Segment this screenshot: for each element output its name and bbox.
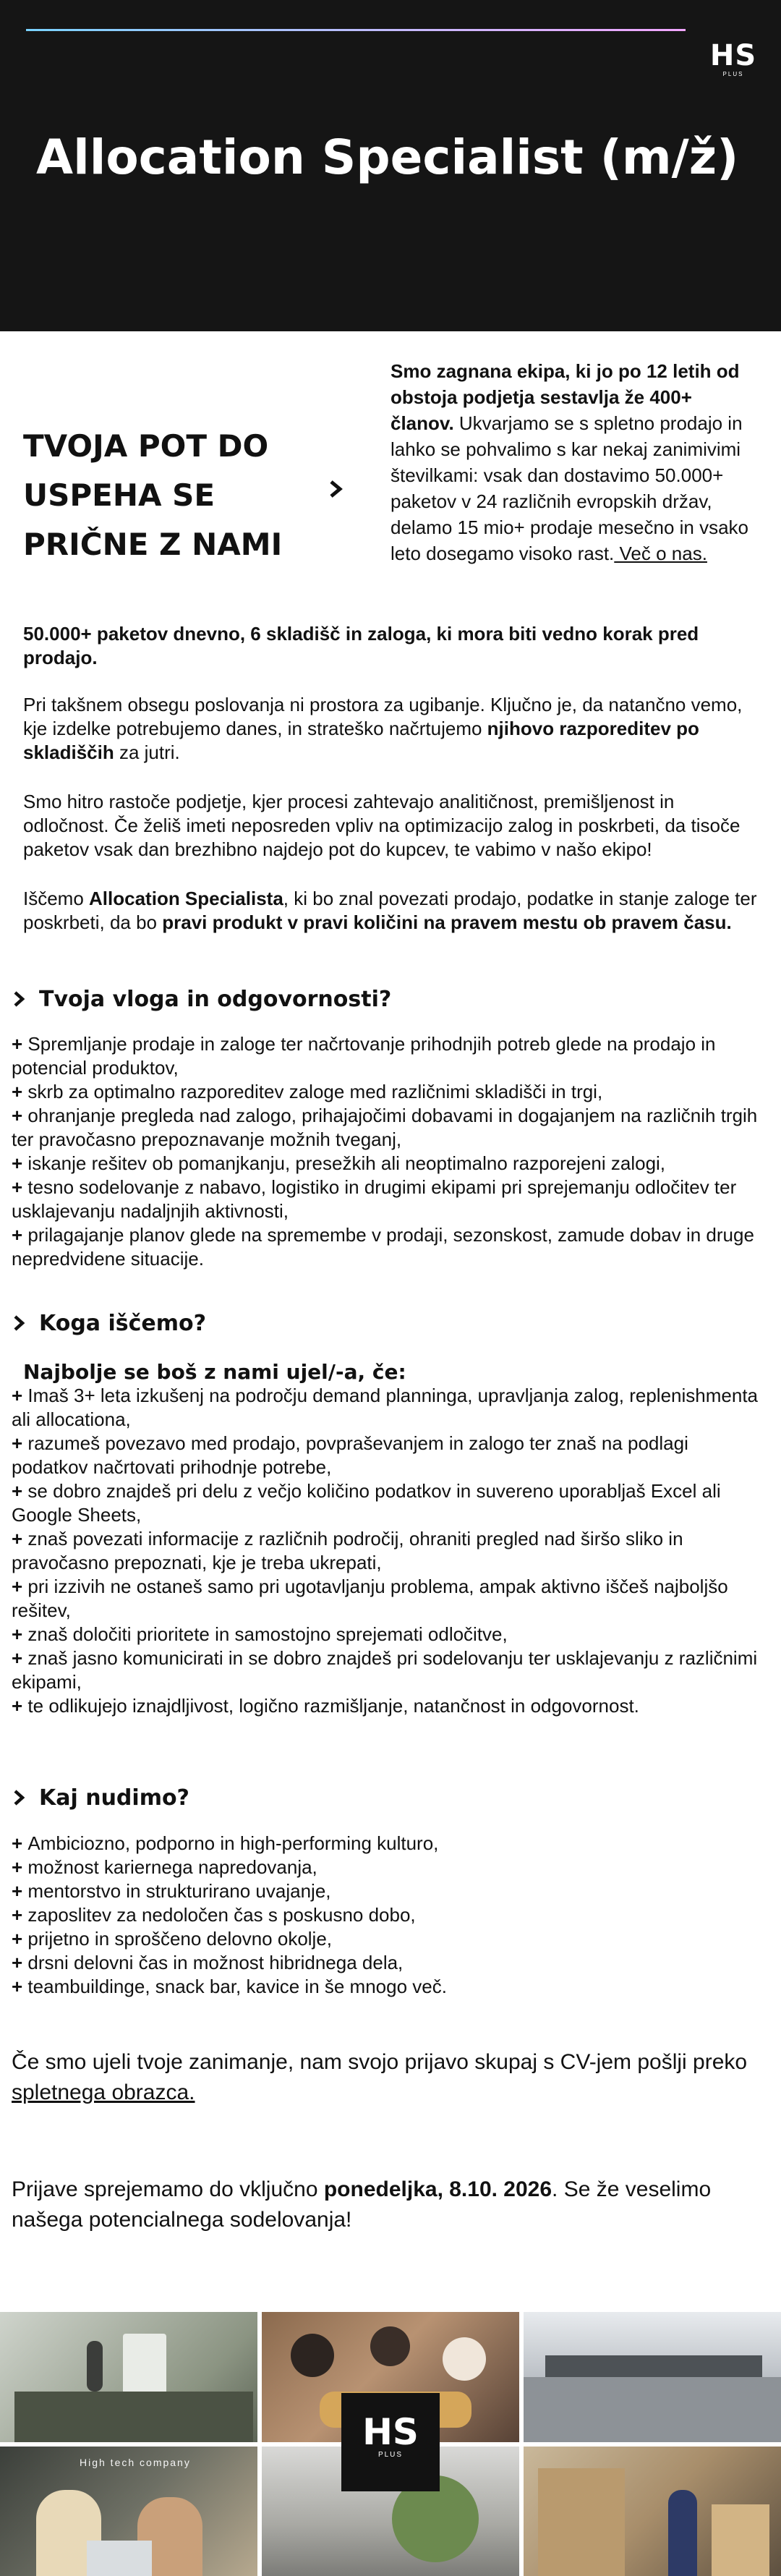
list-item [12, 1527, 759, 1575]
person-shape [370, 2326, 410, 2366]
open-office-photo [524, 2312, 781, 2442]
list-item-text: tesno sodelovanje z nabavo, logistiko in drugimi ekipami pri sprejemanju odločitev ter usklajevanju nadaljnjih aktivnosti, [12, 1176, 737, 1222]
list-item [12, 1032, 759, 1080]
list-item-text: teambuildinge, snack bar, kavice in še mnogo več. [27, 1976, 447, 1997]
who-subtitle: Najbolje se boš z nami ujel/-a, če: [23, 1360, 406, 1384]
list-item-text: mentorstvo in strukturirano uvajanje, [27, 1880, 331, 1902]
job-title: Allocation Specialist (m/ž) [36, 129, 739, 185]
list-item [12, 1856, 759, 1879]
lead-paragraph [23, 622, 761, 670]
plus-icon: + [12, 1105, 28, 1126]
list-item-text: možnost kariernega napredovanja, [27, 1856, 317, 1878]
person-shape [443, 2337, 486, 2381]
list-item [12, 1623, 759, 1646]
gallery-hs-plus-logo [341, 2393, 440, 2491]
list-item-text: pri izzivih ne ostaneš samo pri ugotavljanju problema, ampak aktivno iščeš najboljšo rešitev, [12, 1576, 728, 1621]
list-item-text: prijetno in sproščeno delovno okolje, [27, 1928, 333, 1950]
whiteboard-shape [123, 2334, 166, 2399]
colleagues-laptop-photo [0, 2447, 257, 2576]
list-item-text: prilagajanje planov glede na spremembe v prodaji, sezonskost, zamude dobav in druge nepredvidene situacije. [12, 1224, 754, 1270]
list-item-text: skrb za optimalno razporeditev zaloge med različnimi skladišči in trgi, [27, 1081, 603, 1102]
list-item [12, 1479, 759, 1527]
intro-body-text: Ukvarjamo se s spletno prodajo in lahko se pohvalimo s kar nekaj zanimivimi številkami: vsak dan dostavimo 50.000+ paketov v 24 različnih evropskih držav, delamo 15 mio+ prodaje mesečno in vsako leto dosegamo visoko rast. [390, 412, 749, 564]
paragraph-bold: pravi produkt v pravi količini na pravem mestu ob pravem času. [162, 911, 732, 933]
chevron-right-icon [12, 1314, 26, 1332]
plus-icon: + [12, 1928, 28, 1950]
section-title-text: Koga iščemo? [39, 1310, 207, 1336]
gallery-logo-text: HS [362, 2411, 419, 2453]
wall-sign-text: High tech company [80, 2457, 191, 2468]
list-item-text: znaš jasno komunicirati in se dobro znajdeš pri sodelovanju ter usklajevanju z različnimi ekipami, [12, 1647, 758, 1693]
hs-plus-logo[interactable] [703, 41, 764, 78]
section-title-offer [12, 1783, 189, 1812]
list-item [12, 1975, 759, 1999]
list-item-text: zaposlitev za nedoločen čas s poskusno dobo, [27, 1904, 416, 1926]
list-item-text: drsni delovni čas in možnost hibridnega dela, [27, 1952, 404, 1973]
plus-icon: + [12, 1623, 28, 1645]
paragraph-bold: Allocation Specialista [89, 888, 283, 909]
paragraph-looking-for [23, 887, 761, 935]
list-item [12, 1384, 759, 1432]
who-list [12, 1384, 759, 1718]
list-item-text: te odlikujejo iznajdljivost, logično razmišljanje, natančnost in odgovornost. [27, 1695, 639, 1717]
list-item [12, 1080, 759, 1104]
hero-header [0, 0, 781, 331]
desks-shape [524, 2377, 781, 2442]
list-item [12, 1432, 759, 1479]
gallery-logo-subtext: PLUS [377, 2451, 404, 2459]
list-item [12, 1694, 759, 1718]
apply-text: Če smo ujeli tvoje zanimanje, nam svojo prijavo skupaj s CV-jem pošlji preko [12, 2050, 748, 2074]
list-item-text: Ambiciozno, podporno in high-performing kulturo, [27, 1832, 439, 1854]
deadline-paragraph [12, 2175, 764, 2235]
section-title-text: Tvoja vloga in odgovornosti? [39, 986, 392, 1012]
table-shape [14, 2392, 253, 2442]
office-photo-presentation [0, 2312, 257, 2442]
person-shape [87, 2341, 103, 2392]
plus-icon: + [12, 1695, 28, 1717]
paragraph-company: Smo hitro rastoče podjetje, kjer procesi zahtevajo analitičnost, premišljenost in odločnost. Če želiš imeti neposreden vpliv na optimizacijo zalog in poskrbeti, da tisoče paketov vsak dan brezhibno najdejo pot do kupcev, te vabimo v našo ekipo! [23, 791, 741, 860]
lead-text: 50.000+ paketov dnevno, 6 skladišč in zaloga, ki mora biti vedno korak pred prodajo. [23, 623, 699, 668]
laptop-shape [87, 2541, 152, 2576]
list-item [12, 1927, 759, 1951]
list-item-text: Imaš 3+ leta izkušenj na področju demand planninga, upravljanja zalog, replenishmenta ali allocationa, [12, 1385, 759, 1430]
plus-icon: + [12, 1880, 28, 1902]
plus-icon: + [12, 1528, 28, 1550]
list-item [12, 1646, 759, 1694]
list-item [12, 1104, 759, 1152]
list-item-text: razumeš povezavo med prodajo, povpraševanjem in zalogo ter znaš na podlagi podatkov načrtovati prihodnje potrebe, [12, 1432, 688, 1478]
plus-icon: + [12, 1176, 28, 1198]
plus-icon: + [12, 1432, 28, 1454]
plus-icon: + [12, 1081, 28, 1102]
boxes-shape [712, 2504, 769, 2576]
person-shape [291, 2334, 334, 2377]
logo-subtext: PLUS [722, 71, 744, 77]
list-item-text: se dobro znajdeš pri delu z večjo količino podatkov in suvereno uporabljaš Excel ali Google Sheets, [12, 1480, 721, 1526]
offer-list [12, 1832, 759, 1999]
chevron-right-icon [12, 1789, 26, 1806]
paragraph-text: Iščemo [23, 888, 90, 909]
plus-icon: + [12, 1385, 28, 1406]
section-title-text: Kaj nudimo? [39, 1785, 189, 1811]
photo-gallery [0, 2312, 781, 2576]
plus-icon: + [12, 1480, 28, 1502]
section-title-who [12, 1309, 206, 1338]
list-item [12, 1903, 759, 1927]
plus-icon: + [12, 1576, 28, 1597]
logo-text: HS [709, 39, 757, 72]
application-form-link[interactable]: spletnega obrazca. [12, 2080, 195, 2104]
list-item-text: znaš povezati informacije z različnih področij, ohraniti pregled nad širšo sliko in pravočasno prepoznati, kje je treba ukrepati, [12, 1528, 683, 1573]
deadline-date: ponedeljka, 8.10. 2026 [323, 2177, 552, 2201]
paragraph-text: za jutri. [114, 741, 180, 763]
apply-paragraph [12, 2047, 764, 2108]
deadline-text: . Se že veselimo našega potencialnega sodelovanja! [12, 2177, 712, 2232]
paragraph-bold: njihovo razporeditev po skladiščih [23, 718, 699, 763]
plus-icon: + [12, 1647, 28, 1669]
shelf-shape [538, 2468, 625, 2576]
paragraph-text: , ki bo znal povezati prodajo, podatke in stanje zaloge ter poskrbeti, da bo [23, 888, 757, 933]
monitors-shape [545, 2355, 762, 2377]
section-title-role [12, 985, 391, 1013]
list-item [12, 1176, 759, 1223]
warehouse-photo [524, 2447, 781, 2576]
deadline-text: Prijave sprejemamo do vključno [12, 2177, 324, 2201]
worker-shape [668, 2490, 697, 2576]
list-item-text: Spremljanje prodaje in zaloge ter načrtovanje prihodnjih potreb glede na prodajo in potencial produktov, [12, 1033, 716, 1079]
plus-icon: + [12, 1856, 28, 1878]
list-item [12, 1879, 759, 1903]
accent-line [26, 29, 686, 31]
list-item [12, 1575, 759, 1623]
chevron-right-icon [12, 990, 26, 1008]
intro-bold-text: Smo zagnana ekipa, ki jo po 12 letih od obstoja podjetja sestavlja že 400+ članov. [390, 360, 740, 434]
chevron-right-icon [325, 479, 346, 499]
intro-text [390, 358, 754, 566]
intro-heading: TVOJA POT DO USPEHA SE PRIČNE Z NAMI [23, 428, 283, 562]
list-item-text: iskanje rešitev ob pomanjkanju, presežkih ali neoptimalno razporejeni zalogi, [27, 1152, 666, 1174]
role-list [12, 1032, 759, 1271]
plus-icon: + [12, 1904, 28, 1926]
plus-icon: + [12, 1224, 28, 1246]
list-item-text: ohranjanje pregleda nad zalogo, prihajajočimi dobavami in dogajanjem na različnih trgih ter pravočasno prepoznavanje možnih tveganj, [12, 1105, 758, 1150]
list-item-text: znaš določiti prioritete in samostojno sprejemati odločitve, [27, 1623, 508, 1645]
plus-icon: + [12, 1033, 28, 1055]
plus-icon: + [12, 1952, 28, 1973]
paragraph-scale [23, 693, 761, 765]
plus-icon: + [12, 1832, 28, 1854]
plus-icon: + [12, 1152, 28, 1174]
list-item [12, 1223, 759, 1271]
plus-icon: + [12, 1976, 28, 1997]
paragraph-text: Pri takšnem obsegu poslovanja ni prostora za ugibanje. Ključno je, da natančno vemo, kje izdelke potrebujemo danes, in strateško načrtujemo [23, 694, 743, 739]
list-item [12, 1152, 759, 1176]
list-item [12, 1832, 759, 1856]
list-item [12, 1951, 759, 1975]
about-us-link[interactable]: Več o nas. [614, 543, 707, 564]
